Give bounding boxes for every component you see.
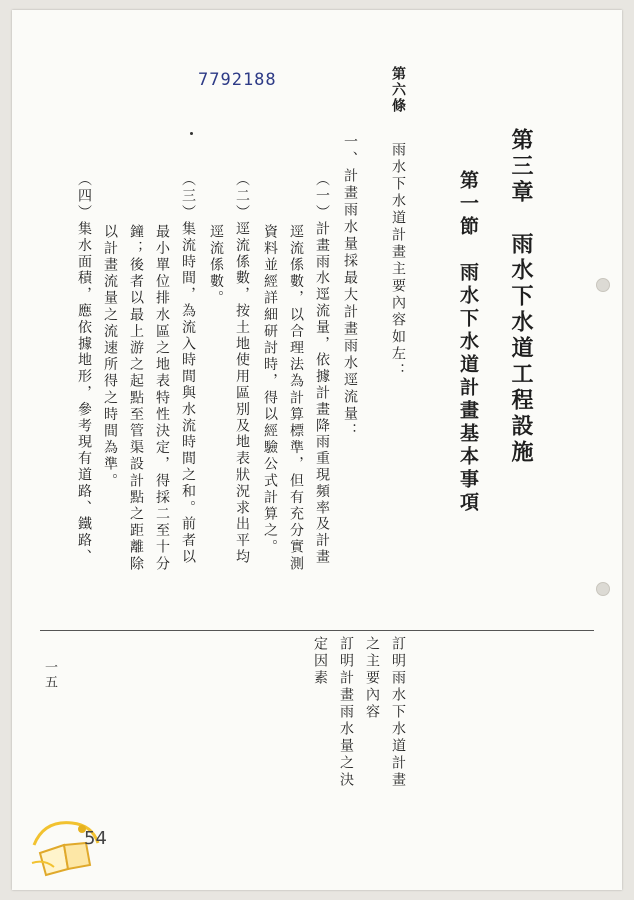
item-1-sub3-line1: （三）集流時間，為流入時間與水流時間之和。前者以 (180, 172, 196, 566)
margin-note-line4: 定因素 (312, 636, 328, 687)
item-1-sub3-line2: 最小單位排水區之地表特性決定，得採二至十分 (154, 224, 170, 573)
item-1-sub3-line3: 鐘；後者以最上游之起點至管渠設計點之距離除 (128, 224, 144, 573)
divider-line (40, 630, 594, 631)
stamp-number: 7792188 (198, 70, 277, 90)
punch-hole (596, 582, 610, 596)
page-number: 一五 (42, 660, 57, 690)
item-1-heading: 一、計畫雨水量採最大計畫雨水逕流量： (342, 134, 358, 440)
margin-note-line1: 訂明雨水下水道計畫 (390, 636, 406, 789)
item-1-sub3-line4: 以計畫流量之流速所得之時間為準。 (102, 224, 118, 490)
article-label: 第六條 (390, 66, 406, 114)
item-1-sub1-line3: 資料並經詳細研討時，得以經驗公式計算之。 (262, 224, 278, 556)
punch-hole (596, 278, 610, 292)
item-1-sub1-line1: （一）計畫雨水逕流量，依據計畫降雨重現頻率及計畫 (314, 172, 330, 566)
item-1-sub2-line1: （二）逕流係數，按土地使用區別及地表狀況求出平均 (234, 172, 250, 566)
item-1-sub4-line1: （四）集水面積，應依據地形，參考現有道路、鐵路、 (76, 172, 92, 566)
margin-note-line3: 訂明計畫雨水量之決 (338, 636, 354, 789)
section-title: 第一節 雨水下水道計畫基本事項 (457, 170, 479, 515)
article-intro: 雨水下水道計畫主要內容如左： (390, 142, 406, 380)
handwritten-mark: 54 (84, 828, 107, 849)
margin-note-line2: 之主要內容 (364, 636, 380, 721)
item-1-sub1-line2: 逕流係數，以合理法為計算標準，但有充分實測 (288, 224, 304, 573)
ink-dot (190, 132, 193, 135)
chapter-title: 第三章 雨水下水道工程設施 (508, 128, 534, 466)
item-1-sub2-line2: 逕流係數。 (208, 224, 224, 307)
